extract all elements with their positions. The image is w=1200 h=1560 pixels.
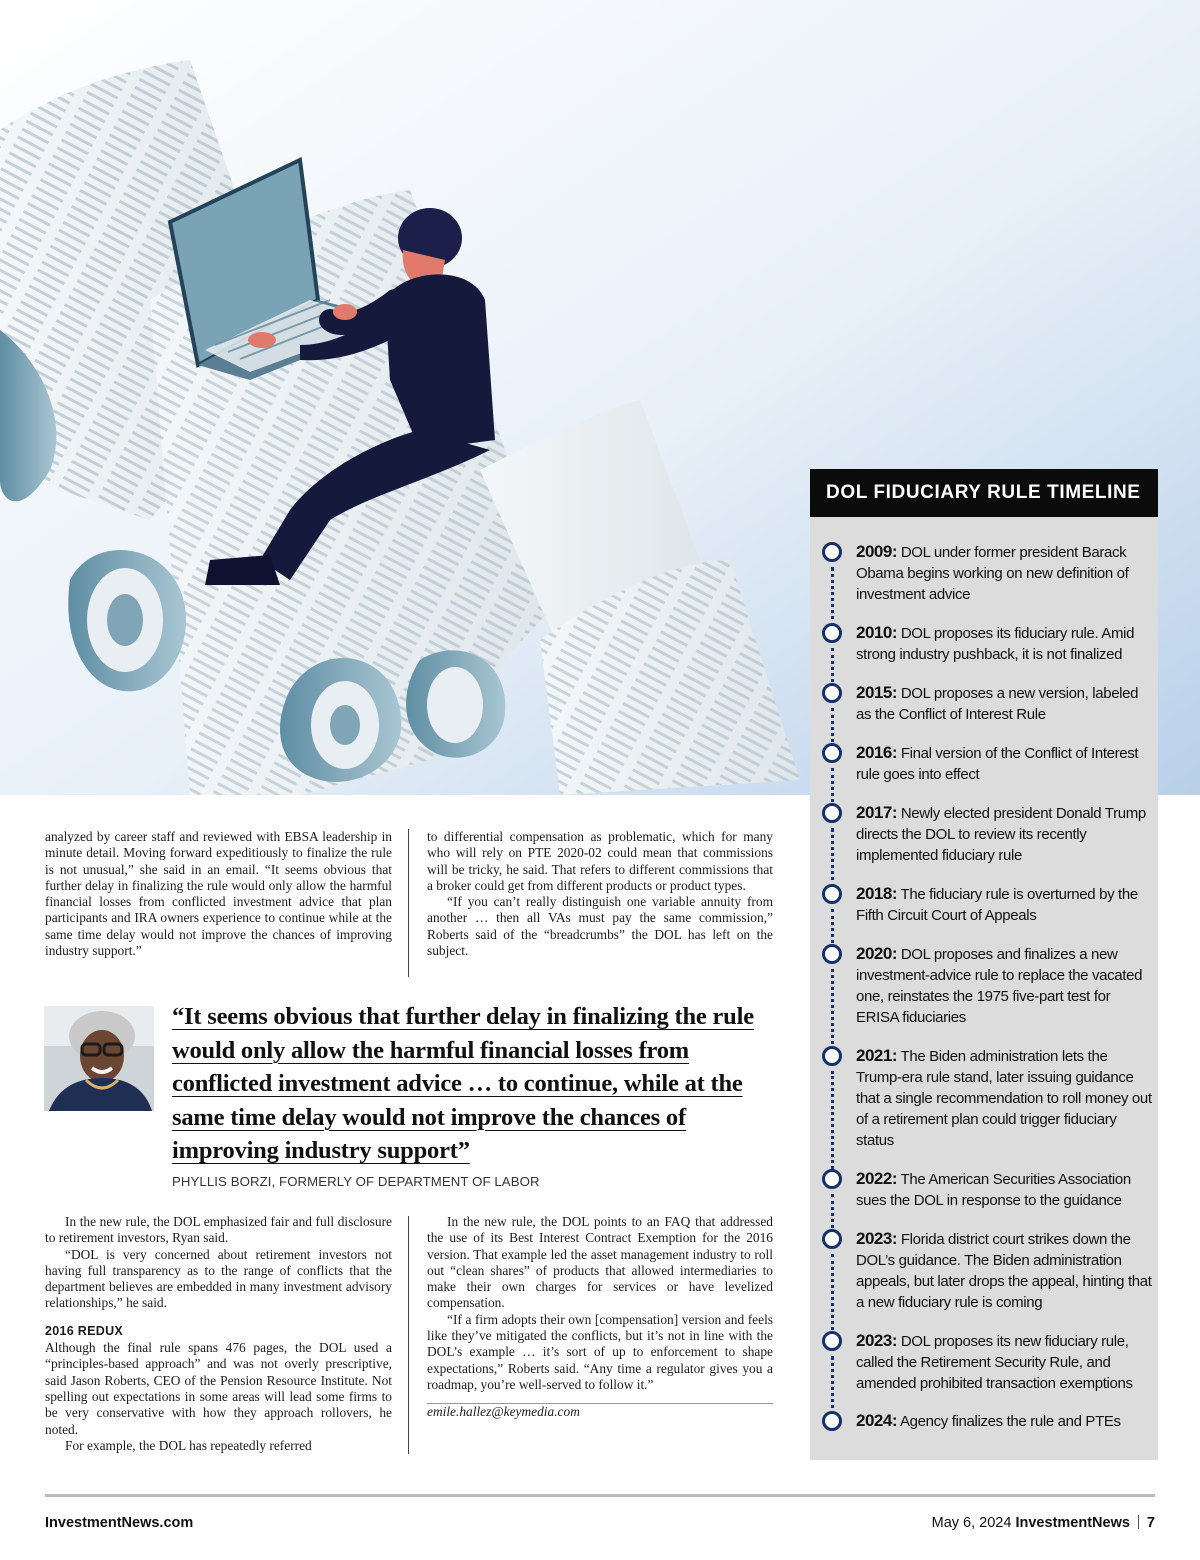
timeline-title: DOL FIDUCIARY RULE TIMELINE [810, 469, 1158, 517]
article-column-2-top [427, 829, 773, 959]
timeline-marker [822, 803, 842, 823]
timeline-text: Florida district court strikes down the DOL’s guidance. The Biden administration appeals, but later drops the appeal, hinting that a new fiduciary rule is coming [856, 1231, 1152, 1311]
timeline-entry [856, 742, 1152, 785]
timeline-marker [822, 542, 842, 562]
timeline-entry [856, 1228, 1152, 1313]
pull-quote [172, 1000, 772, 1189]
timeline-year: 2020: [856, 944, 897, 963]
timeline-text: DOL proposes and finalizes a new investment-advice rule to replace the vacated one, reinstates the 1975 five-part test for ERISA fiduciaries [856, 946, 1143, 1026]
author-email: emile.hallez@keymedia.com [427, 1404, 580, 1420]
paragraph: “If a firm adopts their own [compensation] version and feels like they’ve mitigated the conflicts, but it’s not in line with the DOL’s example … it’s sort of up to enforcement to shape expectations,” Roberts said. “Any time a regulator gives you a roadmap, you’re well-served to follow it.” [427, 1311, 773, 1392]
timeline-year: 2015: [856, 683, 897, 702]
timeline-connector [831, 768, 834, 808]
paragraph: “DOL is very concerned about retirement investors not having full transparency as to the range of conflicts that the department believes are embedded in many investment advisory relationships,” he said. [45, 1246, 392, 1311]
article-column-1-bottom [45, 1214, 392, 1454]
paragraph: In the new rule, the DOL emphasized fair and full disclosure to retirement investors, Ryan said. [45, 1214, 392, 1246]
timeline-text: Final version of the Conflict of Interest rule goes into effect [856, 745, 1139, 783]
timeline-marker [822, 944, 842, 964]
timeline-text: Newly elected president Donald Trump directs the DOL to review its recently implemented fiduciary rule [856, 805, 1146, 864]
timeline-entry [856, 622, 1152, 665]
timeline-year: 2024: [856, 1411, 897, 1430]
article-column-1-top [45, 829, 392, 959]
folio-separator [1138, 1515, 1139, 1529]
publication-name: InvestmentNews [1015, 1515, 1130, 1531]
footer-site-link[interactable]: InvestmentNews.com [45, 1515, 194, 1531]
timeline-year: 2022: [856, 1169, 897, 1188]
timeline-marker [822, 1169, 842, 1189]
column-divider [408, 829, 409, 977]
timeline-marker [822, 1331, 842, 1351]
pull-quote-attribution: PHYLLIS BORZI, FORMERLY OF DEPARTMENT OF LABOR [172, 1173, 540, 1189]
paragraph: Although the final rule spans 476 pages, the DOL used a “principles-based approach” and was not overly prescriptive, said Jason Roberts, CEO of the Pension Resource Institute. Not spelling out expectations in some areas will lead some firms to be very conservative with how they approach rollovers, he noted. [45, 1340, 392, 1437]
timeline-year: 2010: [856, 623, 897, 642]
timeline-connector [831, 1071, 834, 1174]
section-subhead: 2016 REDUX [45, 1323, 124, 1338]
timeline-year: 2017: [856, 803, 897, 822]
timeline-text: The Biden administration lets the Trump-era rule stand, later issuing guidance that a single recommendation to roll money out of a retirement plan could trigger fiduciary status [856, 1048, 1152, 1149]
paragraph: analyzed by career staff and reviewed with EBSA leadership in minute detail. Moving forward expeditiously to finalize the rule is not unusual,” she said in an email. “It seems obvious that further delay in finalizing the rule would only allow the harmful financial losses from conflicted investment advice that plan participants and IRA owners experience to continue while at the same time delay would not improve the chances of improving industry support.” [45, 829, 392, 959]
timeline-marker [822, 1411, 842, 1431]
timeline-connector [831, 1254, 834, 1336]
timeline-connector [831, 567, 834, 627]
paragraph: In the new rule, the DOL points to an FAQ that addressed the use of its Best Interest Contract Exemption for the 2016 version. That example led the asset management industry to roll out “clean shares” of products that allowed intermediaries to make their own charges for services or have levelized compensation. [427, 1214, 773, 1311]
timeline-connector [831, 828, 834, 888]
timeline-year: 2023: [856, 1229, 897, 1248]
timeline-entry [856, 1045, 1152, 1151]
timeline-marker [822, 1229, 842, 1249]
timeline-entry [856, 802, 1152, 866]
paragraph: “If you can’t really distinguish one variable annuity from another … then all VAs must pay the same commission,” Roberts said of the “breadcrumbs” the DOL has left on the subject. [427, 894, 773, 959]
paragraph: For example, the DOL has repeatedly referred [65, 1437, 312, 1453]
column-divider [408, 1216, 409, 1454]
timeline-marker [822, 683, 842, 703]
timeline-connector [831, 909, 834, 949]
timeline-entry [856, 541, 1152, 605]
timeline-connector [831, 1194, 834, 1234]
timeline-text: Agency finalizes the rule and PTEs [899, 1413, 1121, 1430]
timeline-entry [856, 883, 1152, 926]
timeline-entry [856, 1168, 1152, 1211]
timeline-year: 2009: [856, 542, 897, 561]
page-number: 7 [1146, 1515, 1155, 1531]
timeline-text: DOL proposes a new version, labeled as the Conflict of Interest Rule [856, 685, 1139, 723]
issue-date: May 6, 2024 [931, 1515, 1012, 1531]
timeline-entry [856, 1410, 1152, 1432]
timeline-connector [831, 1356, 834, 1416]
footer-folio [932, 1515, 1155, 1531]
timeline-text: DOL proposes its fiduciary rule. Amid strong industry pushback, it is not finalized [856, 625, 1135, 663]
timeline-marker [822, 743, 842, 763]
paragraph: to differential compensation as problematic, which for many who will rely on PTE 2020-02 could mean that commissions will be tricky, he said. That refers to different commissions that a broker could get from different products or product types. [427, 829, 773, 893]
timeline-year: 2023: [856, 1331, 897, 1350]
pull-quote-text: “It seems obvious that further delay in finalizing the rule would only allow the harmful financial losses from conflicted investment advice … to continue, while at the same time delay would not improve the chances of improving industry support” [172, 1003, 754, 1164]
timeline-year: 2018: [856, 884, 897, 903]
timeline-marker [822, 1046, 842, 1066]
timeline-connector [831, 648, 834, 688]
timeline-text: The fiduciary rule is overturned by the Fifth Circuit Court of Appeals [856, 886, 1138, 924]
footer-rule [45, 1494, 1155, 1497]
timeline-marker [822, 623, 842, 643]
timeline-entry [856, 943, 1152, 1028]
timeline-text: DOL proposes its new fiduciary rule, called the Retirement Security Rule, and amended prohibited transaction exemptions [856, 1333, 1133, 1392]
timeline-connector [831, 708, 834, 748]
timeline-text: DOL under former president Barack Obama begins working on new definition of investment advice [856, 544, 1129, 603]
timeline-marker [822, 884, 842, 904]
timeline-connector [831, 969, 834, 1050]
timeline-entry [856, 682, 1152, 725]
timeline-year: 2016: [856, 743, 897, 762]
timeline-text: The American Securities Association sues the DOL in response to the guidance [856, 1171, 1131, 1209]
timeline-year: 2021: [856, 1046, 897, 1065]
article-column-2-bottom [427, 1214, 773, 1421]
timeline-entry [856, 1330, 1152, 1394]
quote-portrait-photo [44, 1006, 154, 1111]
